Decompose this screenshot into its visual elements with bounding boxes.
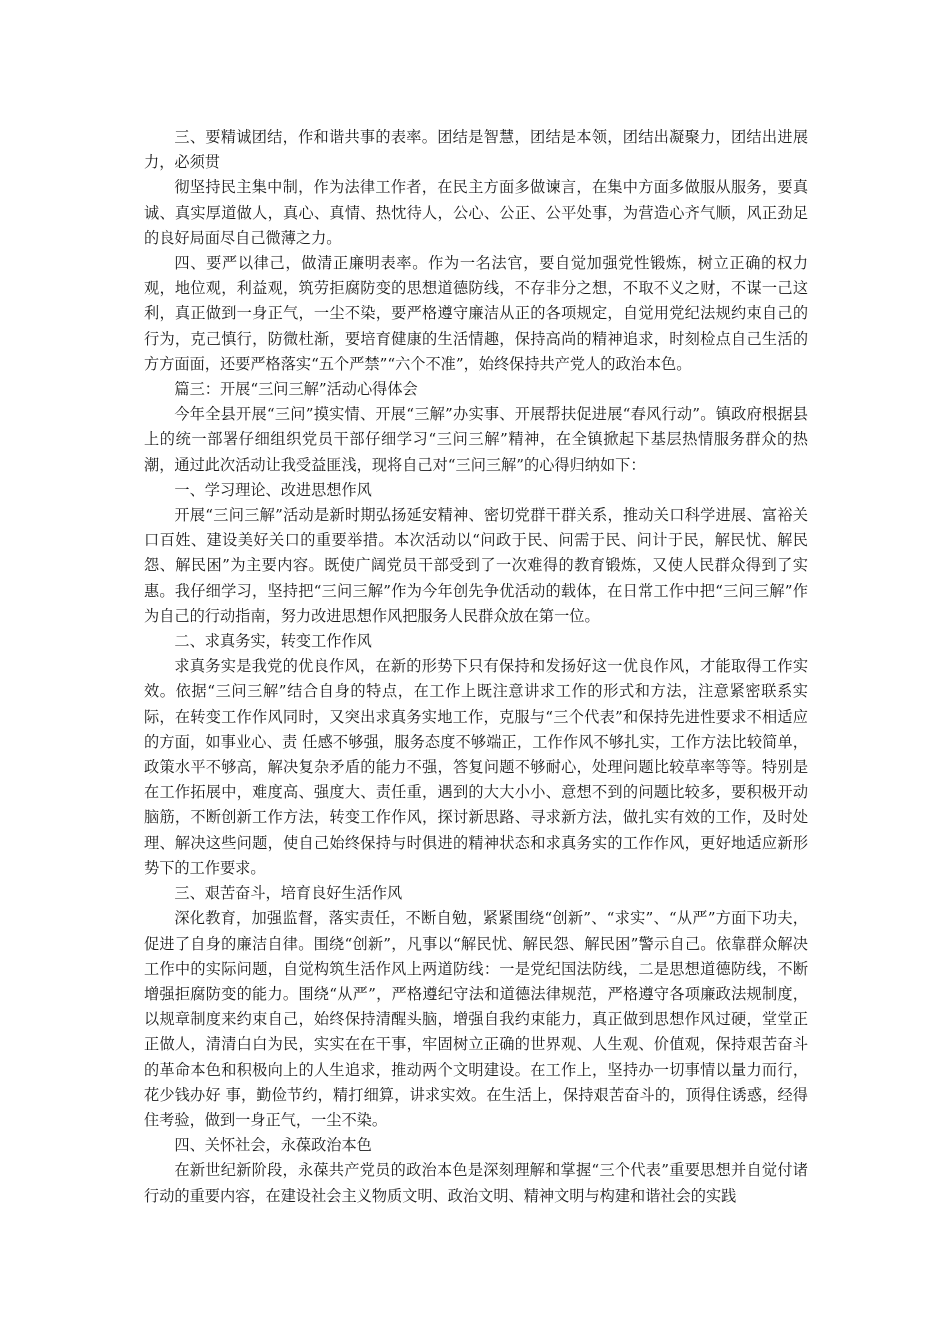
paragraph-introduction: 今年全县开展“三问”摸实情、开展“三解”办实事、开展帮扶促进展“春风行动”。镇政府根据县上的统一部署仔细组织党员干部仔细学习“三问三解”精神，在全镇掀起下基层热情服务群众的热潮，通过此次活动让我受益匪浅，现将自己对“三问三解”的心得归纳如下：: [144, 405, 808, 474]
heading-seek-truth: 二、求真务实，转变工作作风: [174, 632, 372, 651]
paragraph-unity: 三、要精诚团结，作和谐共事的表率。团结是智慧，团结是本领，团结出凝聚力，团结出进展力，必须贯: [144, 128, 808, 172]
paragraph-self-discipline: 四、要严以律己，做清正廉明表率。作为一名法官，要自觉加强党性锻炼，树立正确的权力观，地位观，利益观，筑劳拒腐防变的思想道德防线，不存非分之想，不取不义之财，不谋一己这利，真正做到一身正气，一尘不染，要严格遵守廉洁从正的各项规定，自觉用党纪法规约束自己的行为，克己慎行，防微杜渐，要培育健康的生活情趣，保持高尚的精神追求，时刻检点自己生活的方方面面，还要严格落实“五个严禁”“六个不准”，始终保持共产党人的政治本色。: [144, 254, 808, 373]
paragraph-democratic-centralism: 彻坚持民主集中制，作为法律工作者，在民主方面多做谏言，在集中方面多做服从服务，要真诚、真实厚道做人，真心、真情、热忱待人，公心、公正、公平处事，为营造心齐气顺，风正劲足的良好局面尽自己微薄之力。: [144, 178, 808, 247]
heading-care-society: 四、关怀社会，永葆政治本色: [174, 1136, 372, 1155]
paragraph-hard-work: 深化教育，加强监督，落实责任，不断自勉，紧紧围绕“创新”、“求实”、“从严”方面下功夫，促进了自身的廉洁自律。围绕“创新”，凡事以“解民忧、解民怨、解民困”警示自己。依靠群众解决工作中的实际问题，自觉构筑生活作风上两道防线：一是党纪国法防线，二是思想道德防线，不断增强拒腐防变的能力。围绕“从严”，严格遵纪守法和道德法律规范，严格遵守各项廉政法规制度，以规章制度来约束自己，始终保持清醒头脑，增强自我约束能力，真正做到思想作风过硬，堂堂正正做人，清清白白为民，实实在在干事，牢固树立正确的世界观、人生观、价值观，保持艰苦奋斗的革命本色和积极向上的人生追求，推动两个文明建设。在工作上，坚持办一切事情以量力而行，花少钱办好 事，勤俭节约，精打细算，讲求实效。在生活上，保持艰苦奋斗的，顶得住诱惑，经得住考验，做到一身正气，一尘不染。: [144, 909, 808, 1129]
section-heading-part-three: 篇三：开展“三问三解”活动心得体会: [174, 380, 418, 399]
paragraph-care-society: 在新世纪新阶段，永葆共产党员的政治本色是深刻理解和掌握“三个代表”重要思想并自觉付诸行动的重要内容，在建设社会主义物质文明、政治文明、精神文明与构建和谐社会的实践: [144, 1161, 808, 1205]
heading-hard-work: 三、艰苦奋斗，培育良好生活作风: [174, 884, 403, 903]
paragraph-study-theory: 开展“三问三解”活动是新时期弘扬延安精神、密切党群干群关系，推动关口科学进展、富裕关口百姓、建设美好关口的重要举措。本次活动以“问政于民、问需于民、问计于民，解民忧、解民怨、解民困”为主要内容。既使广阔党员干部受到了一次难得的教育锻炼，又使人民群众得到了实惠。我仔细学习，坚持把“三问三解”作为今年创先争优活动的载体，在日常工作中把“三问三解”作为自己的行动指南，努力改进思想作风把服务人民群众放在第一位。: [144, 506, 808, 625]
paragraph-seek-truth: 求真务实是我党的优良作风，在新的形势下只有保持和发扬好这一优良作风，才能取得工作实效。依据“三问三解”结合自身的特点，在工作上既注意讲求工作的形式和方法，注意紧密联系实际，在转变工作作风同时，又突出求真务实地工作，克服与“三个代表”和保持先进性要求不相适应的方面，如事业心、责 任感不够强，服务态度不够端正，工作作风不够扎实，工作方法比较简单，政策水平不够高，解决复杂矛盾的能力不强，答复问题不够耐心，处理问题比较草率等等。特别是在工作拓展中，难度高、强度大、责任重，遇到的大大小小、意想不到的问题比较多，要积极开动脑筋，不断创新工作方法，转变工作作风，探讨新思路、寻求新方法，做扎实有效的工作，及时处理、解决这些问题，使自己始终保持与时俱进的精神状态和求真务实的工作作风，更好地适应新形势下的工作要求。: [144, 657, 808, 877]
document-body: [144, 125, 808, 1209]
heading-study-theory: 一、学习理论、改进思想作风: [174, 480, 372, 499]
